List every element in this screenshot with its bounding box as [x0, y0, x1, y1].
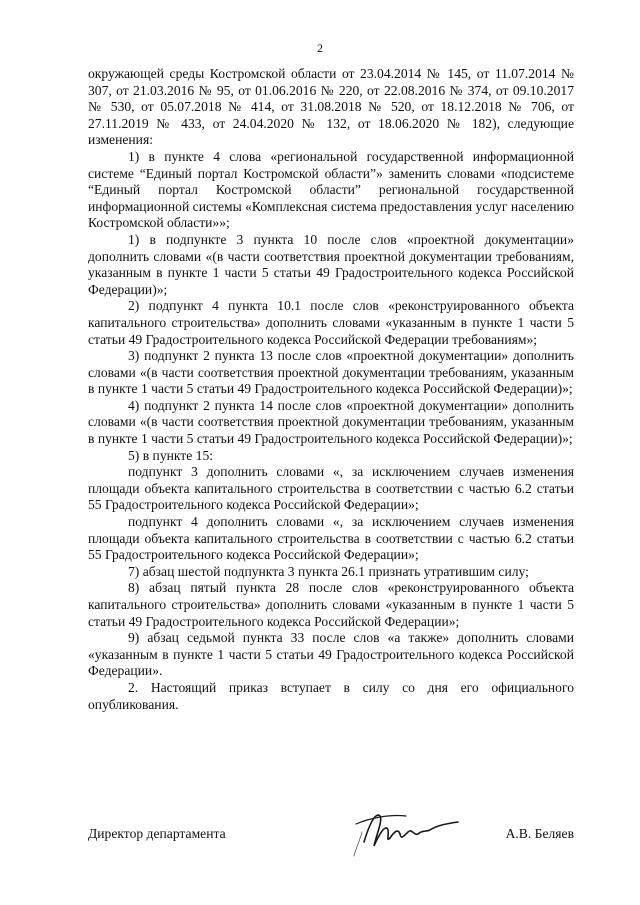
document-body [88, 66, 574, 713]
list-item-5-subpoint-4: подпункт 4 дополнить словами «, за исключением случаев изменения площади объекта капитального строительства в соответствии с частью 6.2 статьи 55 Градостроительного кодекса Российской Федерации»; [88, 514, 574, 563]
list-item-3: 3) подпункт 2 пункта 13 после слов «проектной документации» дополнить словами «(в части соответствия проектной документации требованиям, указанным в пункте 1 части 5 статьи 49 Градостроительного кодекса Российской Федерации)»; [88, 348, 574, 397]
paragraph-intro: окружающей среды Костромской области от 23.04.2014 № 145, от 11.07.2014 № 307, от 21.03.2016 № 95, от 01.06.2016 № 220, от 22.08.2016 № 374, от 09.10.2017 № 530, от 05.07.2018 № 414, от 31.08.2018 № 520, от 18.12.2018 № 706, от 27.11.2019 № 433, от 24.04.2020 № 132, от 18.06.2020 № 182), следующие изменения: [88, 66, 574, 148]
list-item-1-subpoint-10: 1) в подпункте 3 пункта 10 после слов «проектной документации» дополнить словами «(в части соответствия проектной документации требованиям, указанным в пункте 1 части 5 статьи 49 Градостроительного кодекса Российской Федерации)»; [88, 231, 574, 297]
list-item-8: 8) абзац пятый пункта 28 после слов «реконструированного объекта капитального строительства» дополнить словами «указанным в пункте 1 части 5 статьи 49 Градостроительного кодекса Российской Федерации»; [88, 580, 574, 629]
list-item-5-subpoint-3: подпункт 3 дополнить словами «, за исключением случаев изменения площади объекта капитального строительства в соответствии с частью 6.2 статьи 55 Градостроительного кодекса Российской Федерации»; [88, 464, 574, 513]
signatory-name: А.В. Беляев [505, 826, 574, 841]
signature-block [88, 826, 574, 876]
list-item-9: 9) абзац седьмой пункта 33 после слов «а также» дополнить словами «указанным в пункте 1 части 5 статьи 49 Градостроительного кодекса Российской Федерации». [88, 630, 574, 679]
signatory-role: Директор департамента [88, 826, 226, 841]
handwritten-signature [346, 802, 486, 862]
list-item-4: 4) подпункт 2 пункта 14 после слов «проектной документации» дополнить словами «(в части соответствия проектной документации требованиям, указанным в пункте 1 части 5 статьи 49 Градостроительного кодекса Российской Федерации)»; [88, 397, 574, 447]
list-item-7: 7) абзац шестой подпункта 3 пункта 26.1 признать утратившим силу; [128, 563, 529, 579]
paragraph-effective-date: 2. Настоящий приказ вступает в силу со дня его официального опубликования. [88, 679, 574, 712]
page-number: 2 [317, 41, 323, 55]
list-item-1-portal: 1) в пункте 4 слова «региональной государственной информационной системе “Единый портал Костромской области”» заменить словами «подсистеме “Единый портал Костромской области” региональной государственной информационной системы «Комплексная система предоставления услуг населению Костромской области»»; [88, 148, 574, 231]
list-item-5: 5) в пункте 15: [128, 447, 214, 463]
list-item-2: 2) подпункт 4 пункта 10.1 после слов «реконструированного объекта капитального строительства» дополнить словами «указанным в пункте 1 части 5 статьи 49 Градостроительного кодекса Российской Федерации требованиям»; [88, 298, 574, 347]
